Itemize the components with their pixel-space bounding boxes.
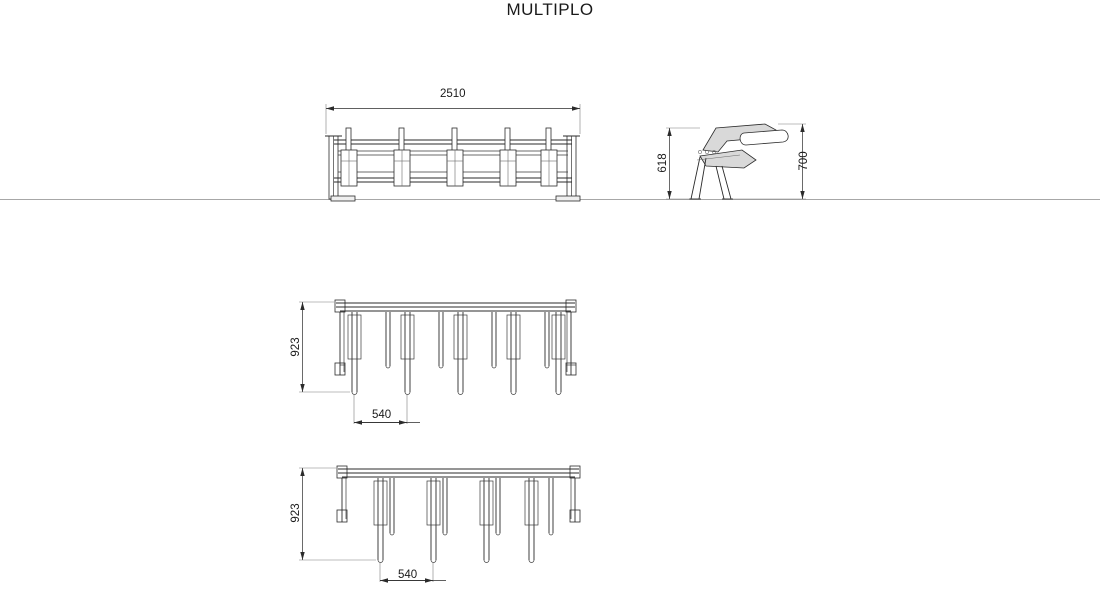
dimension-label-923-upper: 923 — [290, 337, 302, 357]
page-title: MULTIPLO — [506, 0, 594, 19]
dimension-618 — [666, 128, 700, 199]
dimension-label-540-lower: 540 — [398, 569, 418, 581]
dimension-label-618: 618 — [657, 153, 669, 173]
side-elevation-view — [666, 124, 806, 199]
dimension-label-700: 700 — [798, 151, 810, 171]
front-elevation-view — [325, 104, 580, 201]
dimension-923-upper — [299, 302, 350, 392]
plan-view-upper — [299, 300, 576, 424]
dimension-label-2510: 2510 — [440, 88, 466, 100]
dimension-label-923-lower: 923 — [290, 503, 302, 523]
dimension-label-540-upper: 540 — [372, 409, 392, 421]
plan-view-lower — [299, 466, 580, 582]
